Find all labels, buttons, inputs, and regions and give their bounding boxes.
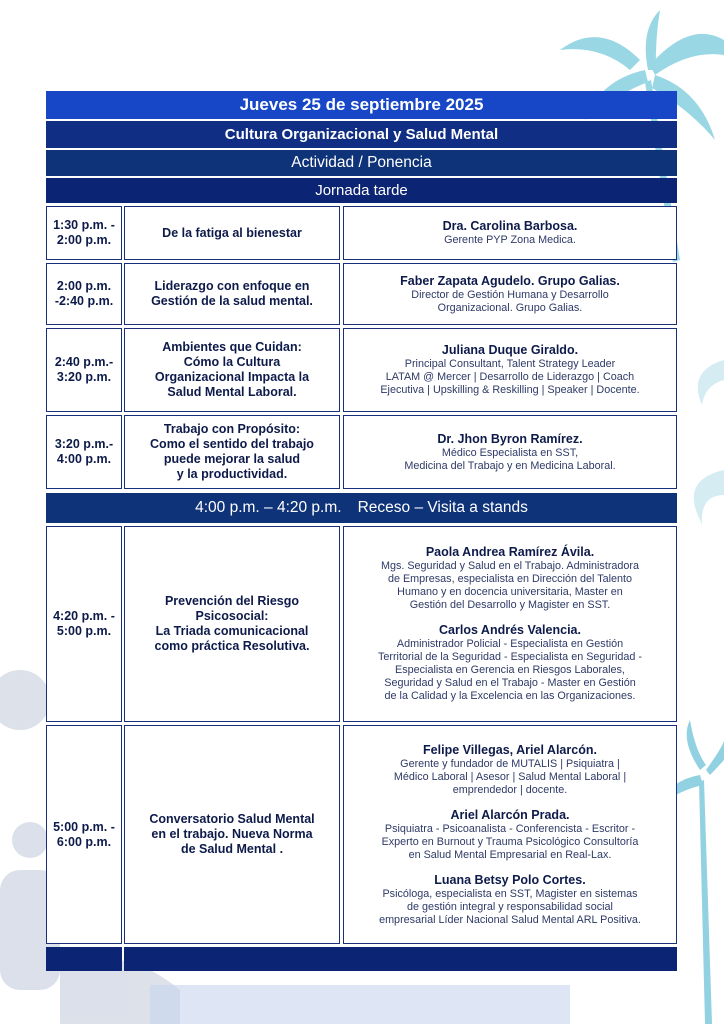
time-text: 5:00 p.m. - 6:00 p.m. [53,819,115,849]
footer-bar-left [46,947,122,971]
palm-tree-icon [694,360,724,525]
speaker-name: Paola Andrea Ramírez Ávila. [425,545,595,559]
topic-cell [124,206,340,260]
topic-cell [124,725,340,944]
time-cell [46,415,122,489]
speaker-description: Principal Consultant, Talent Strategy Leader LATAM @ Mercer | Desarrollo de Liderazgo | Coach Ejecutiva | Upskilling & Reskilling | Speaker | Docente. [380,358,640,396]
topic-text: Prevención del Riesgo Psicosocial: La Triada comunicacional como práctica Resolutiva. [154,594,310,653]
speaker-name: Dr. Jhon Byron Ramírez. [437,431,583,446]
session-label: Jornada tarde [315,182,408,199]
speaker-description: Psicóloga, especialista en SST, Magister en sistemas de gestión integral y responsabilidad social empresarial Líder Nacional Salud Mental ARL Positiva. [379,887,641,926]
speaker-name: Carlos Andrés Valencia. [439,623,581,637]
speaker-block [443,219,578,247]
topic-cell [124,526,340,722]
speaker-name: Felipe Villegas, Ariel Alarcón. [423,742,597,757]
time-cell [46,526,122,722]
speaker-name: Dra. Carolina Barbosa. [442,219,578,233]
speaker-block [379,873,641,927]
time-cell [46,263,122,325]
break-band [46,493,677,523]
speaker-description: Director de Gestión Humana y Desarrollo Organizacional. Grupo Galias. [411,288,609,314]
session-band [46,178,677,203]
topic-text: Ambientes que Cuidan: Cómo la Cultura Organizacional Impacta la Salud Mental Laboral. [154,340,310,399]
topic-text: De la fatiga al bienestar [162,225,302,240]
speaker-name: Faber Zapata Agudelo. Grupo Galias. [400,273,620,288]
speaker-name: Ariel Alarcón Prada. [450,807,570,822]
background-stripe [150,985,570,1024]
time-text: 2:40 p.m.- 3:20 p.m. [54,355,114,384]
date-text: Jueves 25 de septiembre 2025 [239,95,484,114]
footer-bar-right [124,947,677,971]
speaker-block [394,743,626,797]
speaker-block [381,545,639,612]
speaker-block [400,274,620,315]
speaker-name: Juliana Duque Giraldo. [441,343,579,357]
event-title: Cultura Organizacional y Salud Mental [224,126,499,143]
speaker-block [382,808,639,862]
speaker-description: Médico Especialista en SST, Medicina del Trabajo y en Medicina Laboral. [404,446,616,472]
speaker-cell [343,328,677,412]
title-band [46,121,677,148]
topic-text: Trabajo con Propósito: Como el sentido del trabajo puede mejorar la salud y la productividad. [150,422,314,481]
speaker-description: Administrador Policial - Especialista en Gestión Territorial de la Seguridad - Especialista en Seguridad - Especialista en Gerencia en Riesgos Laborales, Seguridad y Salud en el Trabajo - Master en Gestión de la Calidad y la Excelencia en las Organizaciones. [377,638,643,702]
speaker-block [380,343,639,397]
speaker-cell [343,206,677,260]
activity-band [46,150,677,176]
time-text: 2:00 p.m. -2:40 p.m. [54,279,114,308]
date-header [46,91,677,119]
topic-cell [124,263,340,325]
break-time: 4:00 p.m. – 4:20 p.m. [195,499,342,516]
time-text: 3:20 p.m.- 4:00 p.m. [54,437,114,466]
topic-cell [124,415,340,489]
speaker-description: Gerente y fundador de MUTALIS | Psiquiatra | Médico Laboral | Asesor | Salud Mental Laboral | emprendedor | docente. [393,757,627,796]
speaker-block [404,432,615,473]
speaker-description: Mgs. Seguridad y Salud en el Trabajo. Administradora de Empresas, especialista en Dirección del Talento Humano y en docencia universitaria, Master en Gestión del Desarrollo y Magister en SST. [380,560,640,611]
time-text: 1:30 p.m. - 2:00 p.m. [53,218,115,247]
speaker-name: Luana Betsy Polo Cortes. [434,872,586,887]
time-cell [46,725,122,944]
speaker-description: Gerente PYP Zona Medica. [444,234,576,246]
break-label: Receso – Visita a stands [357,499,528,516]
speaker-description: Psiquiatra - Psicoanalista - Conferencista - Escritor - Experto en Burnout y Trauma Psicológico Consultoría en Salud Mental Empresarial en Real-Lax. [381,822,639,861]
speaker-cell [343,415,677,489]
speaker-cell [343,725,677,944]
time-cell [46,206,122,260]
topic-cell [124,328,340,412]
speaker-cell [343,526,677,722]
topic-text: Liderazgo con enfoque en Gestión de la salud mental. [151,279,313,308]
time-cell [46,328,122,412]
speaker-block [378,623,642,703]
speaker-cell [343,263,677,325]
topic-text: Conversatorio Salud Mental en el trabajo. Nueva Norma de Salud Mental . [149,812,315,856]
activity-label: Actividad / Ponencia [291,154,432,171]
time-text: 4:20 p.m. - 5:00 p.m. [53,609,115,638]
